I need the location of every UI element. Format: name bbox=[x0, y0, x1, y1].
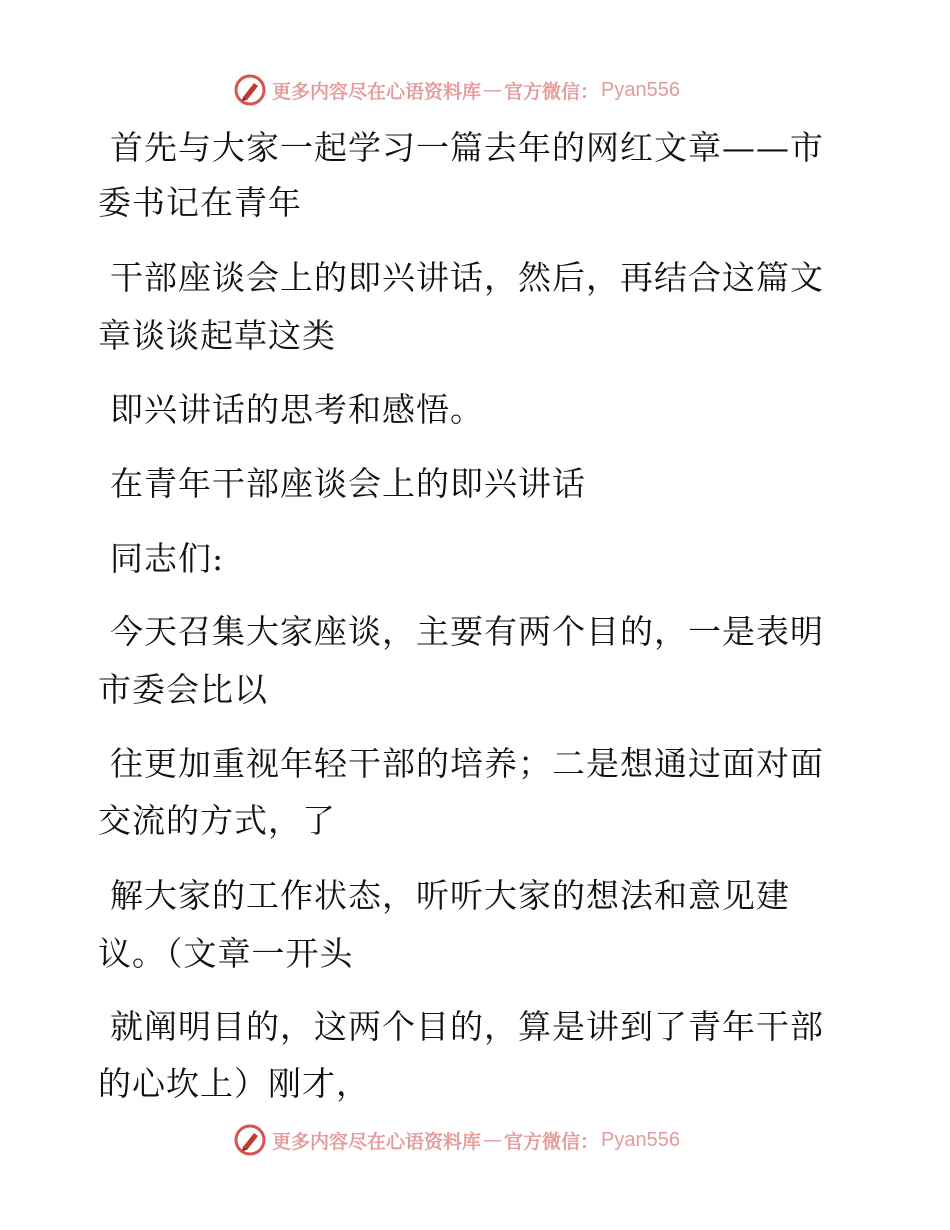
paragraph-4-line-1: 在青年干部座谈会上的即兴讲话 bbox=[110, 464, 586, 503]
paragraph-7-line-2: 交流的方式，了 bbox=[98, 801, 336, 840]
banner-wechat-label: 官方微信： bbox=[504, 80, 600, 103]
paragraph-2-line-2: 章谈谈起草这类 bbox=[98, 316, 336, 355]
paragraph-1-line-2: 委书记在青年 bbox=[98, 183, 302, 222]
pen-logo-icon bbox=[234, 74, 266, 106]
header-banner bbox=[234, 73, 680, 107]
paragraph-9-line-2: 的心坎上）刚才， bbox=[98, 1064, 370, 1103]
paragraph-5-line-1: 同志们: bbox=[110, 539, 225, 578]
pen-logo-icon bbox=[234, 1124, 266, 1156]
paragraph-9-line-1: 就阐明目的，这两个目的，算是讲到了青年干部 bbox=[110, 1007, 824, 1046]
banner-wechat-id: Pyan556 bbox=[601, 78, 680, 101]
banner-title: 更多内容尽在心语资料库 bbox=[272, 1130, 482, 1153]
paragraph-3-line-1: 即兴讲话的思考和感悟。 bbox=[110, 390, 484, 429]
paragraph-7-line-1: 往更加重视年轻干部的培养；二是想通过面对面 bbox=[110, 744, 824, 783]
banner-title: 更多内容尽在心语资料库 bbox=[272, 80, 482, 103]
paragraph-6-line-1: 今天召集大家座谈，主要有两个目的，一是表明 bbox=[110, 612, 824, 651]
paragraph-2-line-1: 干部座谈会上的即兴讲话，然后，再结合这篇文 bbox=[110, 258, 824, 297]
paragraph-8-line-1: 解大家的工作状态，听听大家的想法和意见建 bbox=[110, 876, 790, 915]
banner-dash: — bbox=[483, 79, 503, 101]
paragraph-8-line-2: 议。（文章一开头 bbox=[98, 934, 354, 973]
banner-wechat-label: 官方微信： bbox=[504, 1130, 600, 1153]
banner-dash: — bbox=[483, 1129, 503, 1151]
paragraph-6-line-2: 市委会比以 bbox=[98, 670, 268, 709]
footer-banner bbox=[234, 1123, 680, 1157]
paragraph-1-line-1: 首先与大家一起学习一篇去年的网红文章——市 bbox=[110, 128, 824, 167]
banner-wechat-id: Pyan556 bbox=[601, 1128, 680, 1151]
